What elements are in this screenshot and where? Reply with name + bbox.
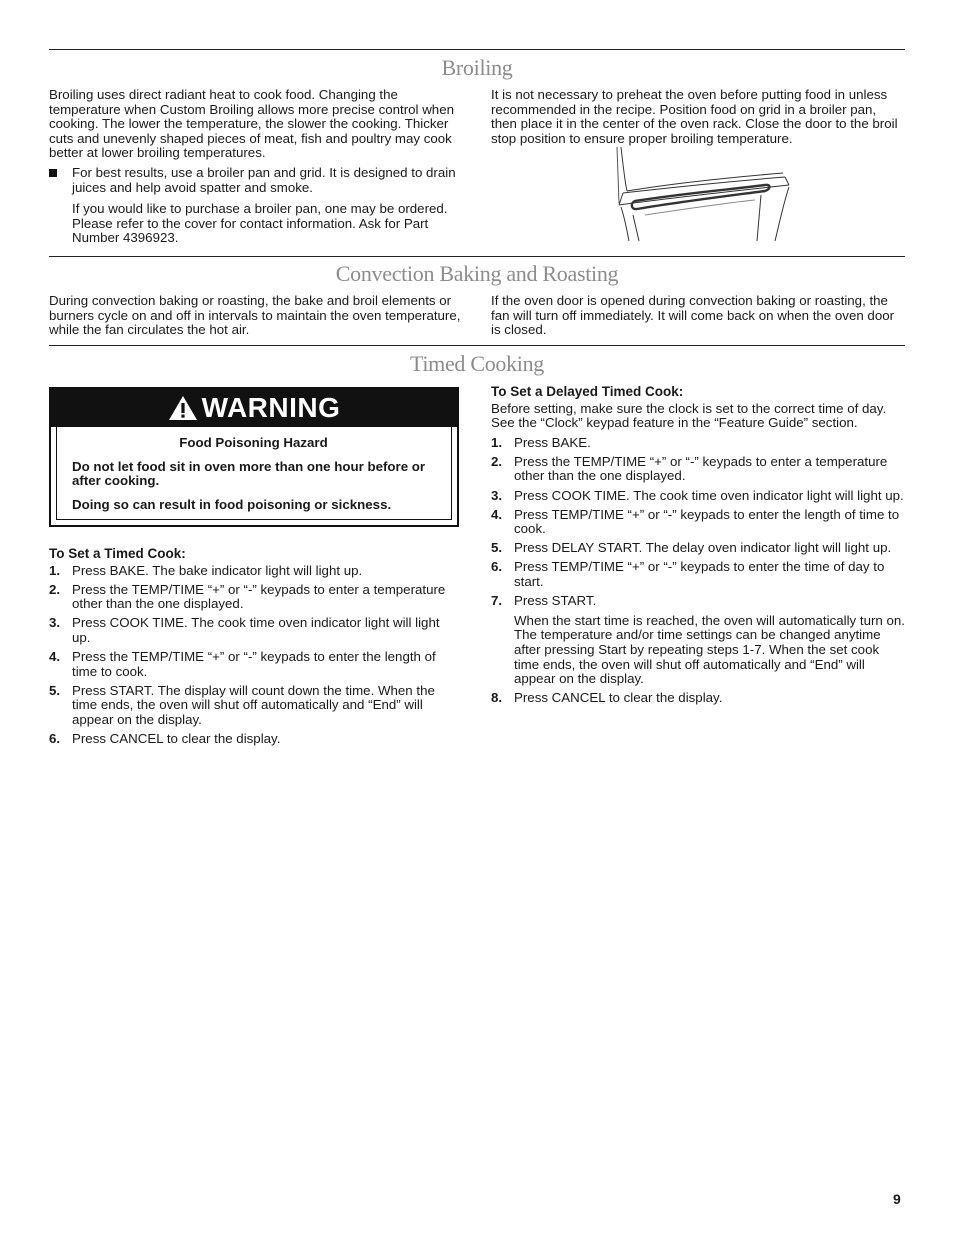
step-number: 6. [491, 559, 503, 575]
step-number: 1. [491, 434, 503, 450]
broiling-left-column [49, 88, 461, 250]
timed-cook-column [49, 547, 461, 751]
step-item [491, 489, 905, 504]
step-extra-text: When the start time is reached, the oven will automatically turn on. The temperature and/or time settings can be changed anytime after pressing Start by repeating steps 1-7. When the set cook time ends, the oven will shut off automatically and “End” will appear on the display. [514, 612, 905, 687]
step-text: Press CANCEL to clear the display. [72, 731, 281, 747]
step-item [491, 560, 905, 589]
section-divider [49, 345, 905, 346]
step-item [491, 691, 905, 706]
section-divider [49, 256, 905, 257]
delayed-cook-intro: Before setting, make sure the clock is set to the correct time of day. See the “Clock” keypad feature in the “Feature Guide” section. [491, 400, 887, 431]
warning-label: WARNING [201, 391, 341, 423]
warning-triangle-icon [168, 395, 198, 421]
step-item [491, 436, 905, 451]
step-number: 4. [491, 506, 503, 522]
section-divider [49, 49, 905, 50]
bullet-square-icon [49, 169, 57, 177]
warning-title: Food Poisoning Hazard [179, 435, 328, 450]
oven-door-broil-stop-illustration [615, 145, 791, 243]
step-item [491, 541, 905, 556]
step-number: 3. [491, 487, 503, 503]
convection-right-para: If the oven door is opened during convection baking or roasting, the fan will turn off immediately. It will come back on when the oven door is closed. [491, 293, 895, 338]
step-number: 5. [49, 682, 61, 698]
delayed-cook-title: To Set a Delayed Timed Cook: [491, 384, 684, 399]
convection-right-column [491, 294, 905, 342]
timed-cook-steps [49, 564, 461, 747]
step-text: Press the TEMP/TIME “+” or “-” keypads to enter a temperature other than the one displayed. [514, 453, 888, 484]
warning-header [51, 389, 457, 427]
convection-left-para: During convection baking or roasting, the bake and broil elements or burners cycle on and off in intervals to maintain the oven temperature, while the fan circulates the hot air. [49, 293, 461, 338]
step-item [491, 455, 905, 484]
step-item [49, 564, 461, 579]
broiling-bullet-text: For best results, use a broiler pan and grid. It is designed to drain juices and help avoid spatter and smoke. [72, 164, 456, 195]
step-number: 6. [49, 731, 61, 747]
step-item [49, 650, 461, 679]
delayed-cook-steps [491, 436, 905, 706]
broiling-right-para: It is not necessary to preheat the oven before putting food in unless recommended in the recipe. Position food on grid in a broiler pan, then place it in the center of the oven rack. Close the door to the broil stop position to ensure proper broiling temperature. [491, 87, 898, 146]
broiling-heading: Broiling [441, 55, 513, 80]
delayed-cook-column [491, 385, 905, 710]
step-text: Press the TEMP/TIME “+” or “-” keypads to enter a temperature other than the one displayed. [72, 581, 446, 612]
step-number: 1. [49, 562, 61, 578]
step-text: Press CANCEL to clear the display. [514, 690, 723, 706]
step-text: Press the TEMP/TIME “+” or “-” keypads to enter the length of time to cook. [72, 649, 436, 679]
step-number: 7. [491, 593, 503, 609]
step-number: 2. [49, 581, 61, 597]
warning-line-1: Do not let food sit in oven more than one hour before or after cooking. [72, 458, 426, 489]
step-text: Press START. [514, 593, 597, 609]
step-number: 5. [491, 540, 503, 556]
step-item [49, 684, 461, 728]
step-text: Press TEMP/TIME “+” or “-” keypads to enter the time of day to start. [514, 559, 885, 590]
broiling-bullet [49, 166, 461, 195]
step-item [49, 732, 461, 747]
step-text: Press COOK TIME. The cook time oven indicator light will light up. [72, 615, 440, 645]
broiling-bullet-followup: If you would like to purchase a broiler pan, one may be ordered. Please refer to the cover for contact information. Ask for Part Number 4396923. [72, 201, 448, 246]
step-text: Press START. The display will count down the time. When the time ends, the oven will shut off automatically and “End” will appear on the display. [72, 682, 435, 727]
step-item [491, 594, 905, 687]
page-number: 9 [893, 1191, 901, 1207]
step-text: Press BAKE. The bake indicator light will light up. [72, 562, 363, 578]
step-number: 8. [491, 690, 503, 706]
step-number: 2. [491, 453, 503, 469]
convection-heading: Convection Baking and Roasting [335, 261, 619, 286]
timed-cook-title: To Set a Timed Cook: [49, 546, 186, 561]
step-text: Press BAKE. [514, 434, 591, 450]
step-text: Press COOK TIME. The cook time oven indicator light will light up. [514, 487, 904, 503]
step-number: 3. [49, 615, 61, 631]
warning-box [49, 387, 459, 527]
warning-body [56, 427, 452, 520]
timed-cooking-heading: Timed Cooking [409, 351, 545, 376]
step-item [49, 583, 461, 612]
step-item [491, 508, 905, 537]
broiling-right-column [491, 88, 905, 150]
step-text: Press DELAY START. The delay oven indicator light will light up. [514, 540, 892, 556]
step-item [49, 616, 461, 645]
broiling-intro: Broiling uses direct radiant heat to cook food. Changing the temperature when Custom Broiling allows more precise control when cooking. The lower the temperature, the slower the cooking. Thicker cuts and unevenly shaped pieces of meat, fish and poultry may cook better at lower broiling temperatures. [49, 87, 454, 161]
warning-line-2: Doing so can result in food poisoning or sickness. [72, 496, 392, 512]
step-number: 4. [49, 649, 61, 665]
convection-left-column [49, 294, 461, 342]
step-text: Press TEMP/TIME “+” or “-” keypads to enter the length of time to cook. [514, 506, 900, 537]
